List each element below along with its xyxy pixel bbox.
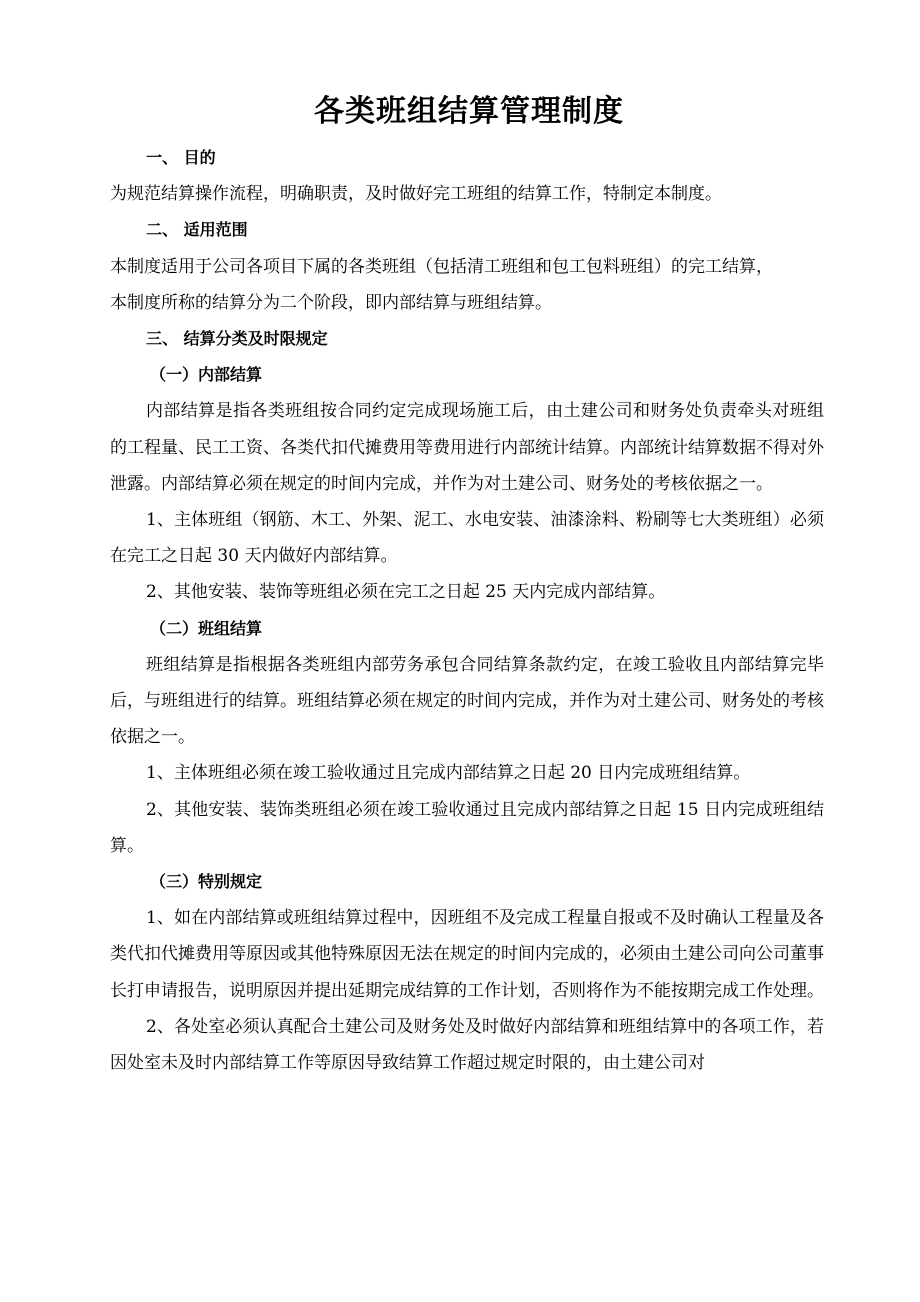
internal-intro-paragraph: 内部结算是指各类班组按合同约定完成现场施工后，由土建公司和财务处负责牵头对班组的工程量、民工工资、各类代扣代摊费用等费用进行内部统计结算。内部统计结算数据不得对外泄露。内部结算必须在规定的时间内完成，并作为对土建公司、财务处的考核依据之一。 bbox=[110, 401, 824, 494]
section-heading-purpose: 一、 目的 bbox=[146, 148, 216, 167]
team-item-1: 1、主体班组必须在竣工验收通过且完成内部结算之日起 20 日内完成班组结算。 bbox=[146, 763, 751, 784]
section-heading-scope: 二、 适用范围 bbox=[146, 220, 248, 240]
internal-item-2: 2、其他安装、装饰等班组必须在完工之日起 25 天内完成内部结算。 bbox=[146, 582, 666, 603]
internal-item-1: 1、主体班组（钢筋、木工、外架、泥工、水电安装、油漆涂料、粉刷等七大类班组）必须在完工之日起 30 天内做好内部结算。 bbox=[110, 510, 824, 567]
document-title: 各类班组结算管理制度 bbox=[314, 94, 624, 129]
special-item-2: 2、各处室必须认真配合土建公司及财务处及时做好内部结算和班组结算中的各项工作，若因处室未及时内部结算工作等原因导致结算工作超过规定时限的，由土建公司对 bbox=[110, 1016, 824, 1074]
team-item-2: 2、其他安装、装饰类班组必须在竣工验收通过且完成内部结算之日起 15 日内完成班组结算。 bbox=[110, 799, 824, 856]
purpose-paragraph: 为规范结算操作流程，明确职责，及时做好完工班组的结算工作，特制定本制度。 bbox=[110, 184, 722, 205]
subsection-heading-team: （二）班组结算 bbox=[150, 618, 263, 638]
scope-paragraph-line1: 本制度适用于公司各项目下属的各类班组（包括清工班组和包工包料班组）的完工结算， bbox=[110, 256, 773, 277]
scope-paragraph-line2: 本制度所称的结算分为二个阶段，即内部结算与班组结算。 bbox=[110, 292, 552, 313]
subsection-heading-internal: （一）内部结算 bbox=[150, 365, 263, 385]
subsection-heading-special: （三）特别规定 bbox=[150, 872, 263, 892]
special-item-1: 1、如在内部结算或班组结算过程中，因班组不及完成工程量自报或不及时确认工程量及各类代扣代摊费用等原因或其他特殊原因无法在规定的时间内完成的，必须由土建公司向公司董事长打申请报告，说明原因并提出延期完成结算的工作计划，否则将作为不能按期完成工作处理。 bbox=[110, 908, 824, 1001]
section-heading-rules: 三、 结算分类及时限规定 bbox=[146, 329, 328, 349]
team-intro-paragraph: 班组结算是指根据各类班组内部劳务承包合同结算条款约定，在竣工验收且内部结算完毕后，与班组进行的结算。班组结算必须在规定的时间内完成，并作为对土建公司、财务处的考核依据之一。 bbox=[110, 654, 824, 748]
